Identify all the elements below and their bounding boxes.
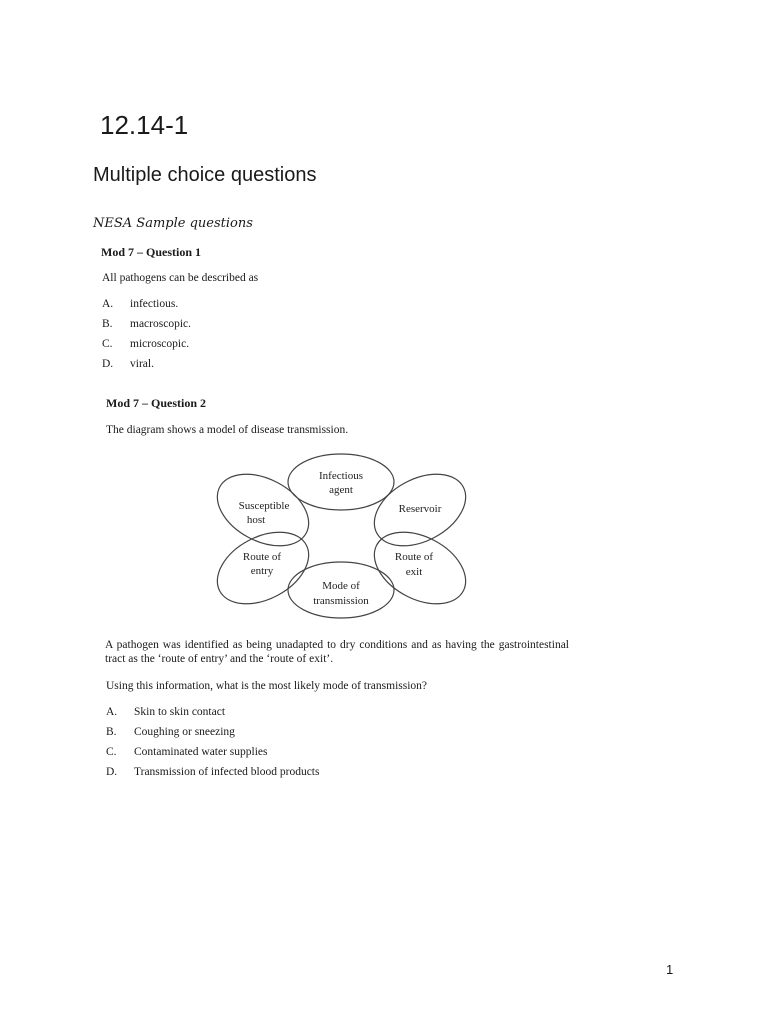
question-2-option-c: [106, 746, 506, 760]
question-1-option-a: [102, 298, 402, 312]
question-1-option-c: [102, 338, 402, 352]
subsection-title: NESA Sample questions: [93, 216, 253, 231]
diagram-label-route-of-exit-line1: Route of: [394, 551, 434, 563]
question-2-context: A pathogen was identified as being unadapted to dry conditions and as having the gastrointestinal tract as the ‘route of entry’ and the ‘route of exit’.: [105, 639, 569, 665]
document-number: 12.14-1: [100, 110, 189, 140]
question-2-prompt: Using this information, what is the most likely mode of transmission?: [106, 680, 428, 692]
option-letter: B.: [102, 318, 113, 330]
option-text: Skin to skin contact: [134, 706, 226, 718]
question-2-stem: The diagram shows a model of disease transmission.: [106, 424, 349, 436]
option-text: Contaminated water supplies: [134, 746, 268, 758]
option-text: microscopic.: [130, 338, 190, 350]
diagram-label-mode-of-transmission-line2: transmission: [313, 595, 369, 607]
option-letter: D.: [102, 358, 114, 370]
diagram-label-route-of-exit-line2: exit: [405, 566, 423, 578]
option-text: infectious.: [130, 298, 179, 310]
option-text: macroscopic.: [130, 318, 191, 330]
question-1-option-d: [102, 358, 402, 372]
option-text: viral.: [130, 358, 154, 370]
question-2-option-a: [106, 706, 506, 720]
question-1-option-b: [102, 318, 402, 332]
disease-transmission-diagram: [210, 452, 472, 622]
option-letter: A.: [106, 706, 118, 718]
diagram-label-infectious-agent-line1: Infectious: [319, 470, 363, 482]
diagram-ellipse-infectious-agent: [288, 454, 394, 510]
option-letter: A.: [102, 298, 114, 310]
diagram-label-susceptible-host-line2: host: [246, 514, 266, 526]
diagram-label-infectious-agent-line2: agent: [329, 484, 353, 496]
question-2-option-d: [106, 766, 506, 780]
diagram-label-susceptible-host-line1: Susceptible: [238, 500, 290, 512]
question-1-heading: Mod 7 – Question 1: [101, 245, 202, 259]
question-2-heading: Mod 7 – Question 2: [106, 396, 207, 410]
page-number: 1: [666, 962, 674, 977]
option-letter: C.: [106, 746, 117, 758]
question-1-stem: All pathogens can be described as: [102, 272, 259, 284]
diagram-label-reservoir: Reservoir: [398, 503, 442, 515]
option-text: Transmission of infected blood products: [134, 766, 320, 778]
option-letter: B.: [106, 726, 117, 738]
section-title: Multiple choice questions: [93, 164, 317, 186]
option-letter: C.: [102, 338, 113, 350]
question-2-option-b: [106, 726, 506, 740]
option-letter: D.: [106, 766, 118, 778]
diagram-label-route-of-entry-line1: Route of: [242, 551, 282, 563]
option-text: Coughing or sneezing: [134, 726, 235, 738]
diagram-label-mode-of-transmission-line1: Mode of: [322, 580, 360, 592]
diagram-label-route-of-entry-line2: entry: [250, 565, 274, 577]
